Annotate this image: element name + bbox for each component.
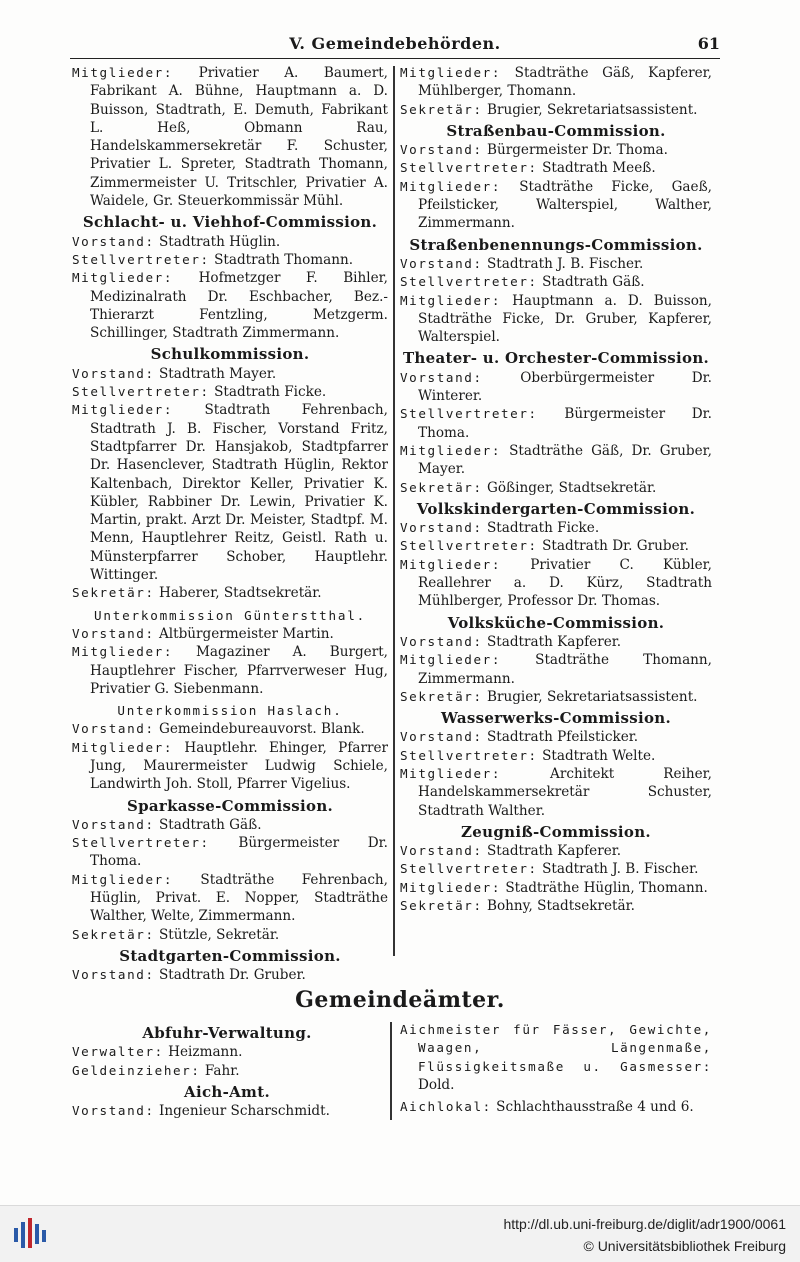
- entry-mitglieder: [400, 651, 712, 688]
- entry-mitglieder: [400, 442, 712, 479]
- section-title: Schlacht- u. Viehhof-Commission.: [82, 213, 378, 232]
- right-column: [400, 64, 712, 915]
- role-label: Mitglieder:: [400, 556, 502, 572]
- entry-text: Stadtrath J. B. Fischer.: [486, 255, 644, 272]
- entry-vorstand: [400, 842, 712, 860]
- entry-vorstand: [72, 816, 388, 834]
- section-title: Aich-Amt.: [184, 1082, 270, 1101]
- entry-vorstand: [400, 519, 712, 537]
- entry-sekretaer: [400, 101, 712, 119]
- entry-text: Stadtrath Thomann.: [214, 251, 354, 268]
- entry-text: Dold.: [418, 1076, 455, 1093]
- entry-text: Stadtrath Ficke.: [486, 520, 600, 537]
- entry-mitglieder: [400, 292, 712, 347]
- role-label: Vorstand:: [72, 967, 155, 983]
- section-title: Volksküche-Commission.: [447, 613, 665, 632]
- role-label: Mitglieder:: [400, 178, 502, 194]
- entry-text: Hauptmann a. D. Buisson, Stadträthe Ficke, Dr. Gruber, Kapferer, Walterspiel.: [418, 292, 713, 346]
- page-header: [70, 34, 720, 59]
- entry-vorstand: [400, 255, 712, 273]
- entry-text: Stützle, Sekretär.: [158, 926, 280, 943]
- entry-mitglieder: [400, 178, 712, 233]
- role-label: Aichlokal:: [400, 1099, 492, 1115]
- entry-text: Stadträthe Thomann, Zimmermann.: [418, 652, 712, 687]
- entry-mitglieder: [400, 765, 712, 820]
- role-label: Stellvertreter:: [72, 251, 210, 267]
- role-label: Mitglieder:: [400, 765, 502, 781]
- role-label: Stellvertreter:: [400, 861, 538, 877]
- entry-sekretaer: [400, 897, 712, 915]
- entry-stellvertreter: [400, 860, 712, 878]
- entry-text: Stadtrath Gäß.: [542, 274, 645, 291]
- section-title: Zeugniß-Commission.: [461, 822, 651, 841]
- column-divider: [393, 66, 395, 956]
- role-label: Aichmeister für Fässer, Gewichte, Waagen, Längenmaße, Flüssigkeitsmaße u. Gasmesser:: [400, 1022, 712, 1074]
- role-label: Mitglieder:: [72, 402, 174, 418]
- role-label: Stellvertreter:: [72, 384, 210, 400]
- role-label: Mitglieder:: [400, 879, 502, 895]
- role-label: Mitglieder:: [72, 644, 174, 660]
- entry-text: Stadtrath Dr. Gruber.: [542, 538, 689, 555]
- section-title: Stadtgarten-Commission.: [119, 946, 341, 965]
- entry-stellvertreter: [400, 405, 712, 442]
- entry-mitglieder: [72, 269, 388, 342]
- entry-mitglieder: [72, 643, 388, 698]
- subsection-title: Unterkommission Haslach.: [117, 703, 343, 719]
- entry-text: Stadtrath Mayer.: [158, 365, 277, 382]
- role-label: Sekretär:: [400, 479, 483, 495]
- section-previous-members: [72, 64, 388, 210]
- role-label: Vorstand:: [72, 233, 155, 249]
- entry-text: Hofmetzger F. Bihler, Medizinalrath Dr. Eschbacher, Bez.-Thierarzt Fentzling, Metzgerm. Schillinger, Stadtrath Zimmermann.: [90, 270, 388, 342]
- entry-stellvertreter: [72, 251, 388, 269]
- bottom-left-column: [72, 1021, 382, 1120]
- role-label: Mitglieder:: [400, 292, 502, 308]
- entry-stellvertreter: [400, 747, 712, 765]
- entry-sekretaer: [400, 688, 712, 706]
- entry-text: Architekt Reiher, Handelskammersekretär Schuster, Stadtrath Walther.: [418, 765, 712, 819]
- role-label: Vorstand:: [72, 365, 155, 381]
- entry-geldeinzieher: [72, 1062, 382, 1080]
- section-strassenbenennung: [400, 236, 712, 347]
- role-label: Mitglieder:: [400, 652, 502, 668]
- role-label: Vorstand:: [400, 369, 483, 385]
- section-title: Schulkommission.: [150, 345, 310, 364]
- entry-text: Stadtrath Meeß.: [542, 160, 656, 177]
- entry-text: Ingenieur Scharschmidt.: [158, 1103, 330, 1120]
- entry-sekretaer: [400, 479, 712, 497]
- gemeindeaemter-title: Gemeindeämter.: [295, 987, 505, 1013]
- entry-text: Privatier C. Kübler, Reallehrer a. D. Kürz, Stadtrath Mühlberger, Professor Dr. Thomas.: [418, 556, 712, 610]
- role-label: Mitglieder:: [72, 65, 174, 80]
- entry-text: Bürgermeister Dr. Thoma.: [90, 835, 389, 870]
- entry-vorstand: [72, 365, 388, 383]
- role-label: Vorstand:: [400, 843, 483, 859]
- entry-stellvertreter: [400, 273, 712, 291]
- role-label: Vorstand:: [72, 721, 155, 737]
- entry-text: Bürgermeister Dr. Thoma.: [418, 406, 713, 441]
- entry-text: Stadtrath Kapferer.: [486, 843, 622, 860]
- section-title: Volkskindergarten-Commission.: [416, 499, 696, 518]
- role-label: Sekretär:: [72, 585, 155, 601]
- role-label: Stellvertreter:: [400, 274, 538, 290]
- subsection-title: Unterkommission Günterstthal.: [93, 607, 367, 623]
- section-volkskindergarten: [400, 500, 712, 611]
- entry-sekretaer: [72, 584, 388, 602]
- role-label: Vorstand:: [400, 520, 483, 536]
- section-schul: [72, 345, 388, 793]
- section-title: Sparkasse-Commission.: [126, 796, 334, 815]
- section-title: Straßenbau-Commission.: [446, 121, 666, 140]
- entry-text: Oberbürgermeister Dr. Winterer.: [418, 369, 712, 405]
- entry-text: Stadtrath Fehrenbach, Stadtrath J. B. Fischer, Vorstand Fritz, Stadtpfarrer Dr. Hansjakob, Stadtpfarrer Dr. Hasenclever, Stadtrath Hüglin, Rektor Kaltenbach, Direktor Keller, Privatier K. Kübler, Rabbiner Dr. Lewin, Privatier K. Martin, prakt. Arzt Dr. Meister, Stadtpf. M. Menn, Hauptlehrer Reitz, Geistl. Rath u. Münsterpfarrer Schober, Hauptlehr. Wittinger.: [90, 402, 388, 584]
- entry-text: Altbürgermeister Martin.: [158, 625, 334, 642]
- entry-aichmeister: [400, 1021, 712, 1094]
- role-label: Verwalter:: [72, 1044, 164, 1060]
- entry-vorstand: [72, 233, 388, 251]
- entry-vorstand: [72, 625, 388, 643]
- source-url-link[interactable]: http://dl.ub.uni-freiburg.de/diglit/adr1900/0061: [503, 1216, 786, 1232]
- column-divider: [390, 1022, 392, 1120]
- entry-vorstand: [400, 141, 712, 159]
- role-label: Stellvertreter:: [400, 160, 538, 176]
- role-label: Stellvertreter:: [400, 406, 538, 422]
- entry-stellvertreter: [72, 834, 388, 871]
- entry-text: Stadtrath Welte.: [542, 747, 656, 764]
- entry-text: Haberer, Stadtsekretär.: [158, 585, 322, 602]
- entry-text: Stadtrath Ficke.: [214, 384, 327, 401]
- role-label: Stellvertreter:: [400, 538, 538, 554]
- entry-vorstand: [72, 966, 388, 984]
- entry-aichlokal: [400, 1098, 712, 1116]
- entry-mitglieder: [72, 401, 388, 584]
- entry-text: Stadtrath Kapferer.: [486, 633, 622, 650]
- entry-text: Hauptlehr. Ehinger, Pfarrer Jung, Maurermeister Ludwig Schiele, Landwirth Joh. Stoll, Pfarrer Vigelius.: [90, 739, 389, 793]
- entry-text: Gemeindebureauvorst. Blank.: [158, 721, 365, 738]
- entry-members: [72, 64, 388, 210]
- entry-stellvertreter: [72, 383, 388, 401]
- bottom-right-column: [400, 1021, 712, 1116]
- role-label: Sekretär:: [400, 688, 483, 704]
- entry-stellvertreter: [400, 159, 712, 177]
- section-sparkasse: [72, 797, 388, 944]
- entry-text: Brugier, Sekretariatsassistent.: [486, 101, 698, 118]
- entry-text: Stadtrath J. B. Fischer.: [542, 861, 699, 878]
- entry-mitglieder: [72, 739, 388, 794]
- role-label: Geldeinzieher:: [72, 1062, 201, 1078]
- entry-text: Stadträthe Ficke, Gaeß, Pfeilsticker, Walterspiel, Walther, Zimmermann.: [418, 178, 712, 232]
- entry-text: Schlachthausstraße 4 und 6.: [496, 1099, 694, 1116]
- entry-text: Magaziner A. Burgert, Hauptlehrer Fischer, Pfarrverweser Hug, Privatier G. Siebenmann.: [90, 644, 388, 697]
- entry-vorstand: [400, 728, 712, 746]
- section-stadtgarten: [72, 947, 388, 985]
- role-label: Vorstand:: [400, 142, 483, 158]
- role-label: Vorstand:: [72, 625, 155, 641]
- entry-mitglieder: [400, 64, 712, 101]
- entry-text: Stadträthe Gäß, Dr. Gruber, Mayer.: [418, 442, 712, 478]
- section-title: Wasserwerks-Commission.: [440, 709, 672, 728]
- viewer-footer: [0, 1205, 800, 1262]
- role-label: Mitglieder:: [72, 270, 174, 286]
- entry-vorstand: [72, 1102, 382, 1120]
- copyright-text: © Universitätsbibliothek Freiburg: [583, 1238, 786, 1254]
- role-label: Stellvertreter:: [72, 835, 210, 851]
- role-label: Mitglieder:: [400, 442, 502, 458]
- entry-stellvertreter: [400, 537, 712, 555]
- entry-verwalter: [72, 1043, 382, 1061]
- role-label: Sekretär:: [400, 898, 483, 914]
- entry-text: Bohny, Stadtsekretär.: [486, 898, 635, 915]
- section-schlacht: [72, 213, 388, 342]
- entry-text: Stadtrath Gäß.: [158, 816, 262, 833]
- section-title: Straßenbenennungs-Commission.: [409, 235, 703, 254]
- entry-vorstand: [400, 369, 712, 406]
- role-label: Vorstand:: [72, 1103, 155, 1119]
- entry-text: Stadtrath Dr. Gruber.: [158, 967, 306, 984]
- entry-text: Brugier, Sekretariatsassistent.: [486, 688, 698, 705]
- section-wasserwerks: [400, 709, 712, 820]
- page-number: 61: [697, 34, 720, 53]
- section-strassenbau: [400, 122, 712, 233]
- section-volkskueche: [400, 614, 712, 706]
- entry-text: Privatier A. Baumert, Fabrikant A. Bühne, Hauptmann a. D. Buisson, Stadtrath, E. Demuth, Fabrikant L. Heß, Obmann Rau, Handelskammersekretär F. Schuster, Privatier L. Spreter, Stadtrath Thomann, Zimmermeister U. Tritschler, Privatier A. Waidele, Gr. Steuerkommissär Mühl.: [90, 65, 388, 210]
- role-label: Vorstand:: [400, 255, 483, 271]
- entry-text: Stadträthe Fehrenbach, Hüglin, Privat. E. Nopper, Stadträthe Walther, Welte, Zimmermann.: [90, 871, 389, 925]
- entry-text: Fahr.: [204, 1062, 240, 1079]
- entry-text: Gößinger, Stadtsekretär.: [486, 479, 657, 496]
- role-label: Mitglieder:: [400, 65, 502, 80]
- role-label: Vorstand:: [72, 816, 155, 832]
- ub-freiburg-logo-icon: [10, 1214, 50, 1254]
- section-previous-members: [400, 64, 712, 119]
- entry-mitglieder: [400, 556, 712, 611]
- role-label: Stellvertreter:: [400, 747, 538, 763]
- section-title: Theater- u. Orchester-Commission.: [402, 349, 710, 368]
- section-title: Abfuhr-Verwaltung.: [142, 1024, 312, 1042]
- entry-sekretaer: [72, 926, 388, 944]
- left-column: [72, 64, 388, 985]
- role-label: Sekretär:: [400, 101, 483, 117]
- entry-text: Stadträthe Hüglin, Thomann.: [505, 879, 708, 896]
- role-label: Vorstand:: [400, 729, 483, 745]
- entry-text: Stadtrath Hüglin.: [158, 233, 281, 250]
- role-label: Vorstand:: [400, 633, 483, 649]
- role-label: Mitglieder:: [72, 871, 174, 887]
- section-theater: [400, 349, 712, 496]
- entry-mitglieder: [400, 879, 712, 897]
- entry-text: Bürgermeister Dr. Thoma.: [486, 142, 668, 159]
- entry-vorstand: [72, 720, 388, 738]
- entry-mitglieder: [72, 871, 388, 926]
- entry-vorstand: [400, 633, 712, 651]
- entry-text: Heizmann.: [168, 1044, 243, 1061]
- entry-text: Stadträthe Gäß, Kapferer, Mühlberger, Thomann.: [418, 65, 712, 100]
- entry-text: Stadtrath Pfeilsticker.: [486, 729, 639, 746]
- running-title: V. Gemeindebehörden.: [289, 34, 501, 53]
- role-label: Mitglieder:: [72, 739, 174, 755]
- section-zeugniss: [400, 823, 712, 915]
- role-label: Sekretär:: [72, 926, 155, 942]
